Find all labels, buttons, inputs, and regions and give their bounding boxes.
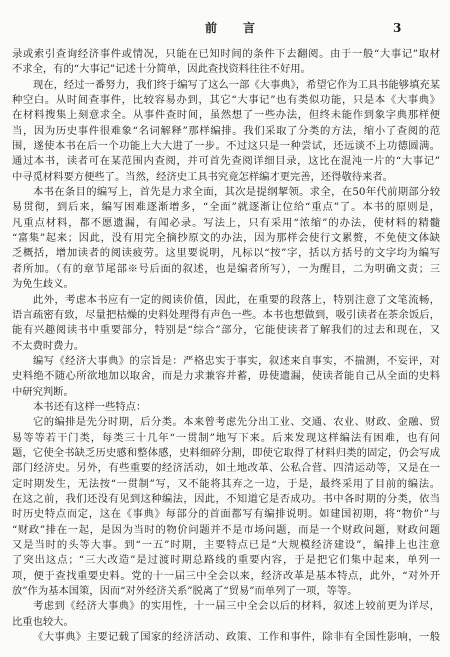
text-line: “财政”排在一起，是因为当时的物价问题并不是市场问题，而是一个财政问题，财政问题	[12, 523, 440, 536]
text-line: 时历史特点而定，这在《事典》每部分的首面都写有编排说明。如建国初期，将“物价”与	[12, 508, 440, 521]
paragraph	[12, 630, 440, 645]
text-line: 录或索引查询经济事件或情况，只能在已知时间的条件下去翻阅。由于一般“大事记”取材	[12, 48, 440, 60]
text-line: 《大事典》主要记载了国家的经济活动、政策、工作和事件，除非有全国性影响，一般	[33, 631, 440, 644]
text-line: 部门经济史。另外，有些重要的经济活动，如土地改革、公私合营、四清运动等，又是在一	[12, 462, 440, 475]
text-line: 当，因为历史事件很难象“名词解释”那样编排。我们采取了分类的方法，缩小了查阅的范	[12, 124, 440, 137]
paragraph	[12, 185, 440, 292]
text-line: 在这之前，我们还没有见到这种编法，因此，不知道它是否成功。书中各时期的分类，依当	[12, 492, 440, 505]
text-line: 定时期发生，无法按“一贯制”写，又不能将其弃之一边，于是，最终采用了目前的编法。	[12, 477, 440, 490]
text-line: 易贯彻，到后来，编写困难逐渐增多，“全面”就逐渐让位给“重点”了。本书的原则是，	[12, 201, 440, 214]
text-line: 在材料搜集上刻意求全。从事件查时间，虽然想了一些办法，但终未能作到象字典那样便	[12, 109, 440, 122]
text-line: 本书还有这样一些特点：	[33, 400, 147, 413]
text-line: 凡重点材料，都不愿遗漏，有闻必录。写法上，只有采用“浓缩”的办法，使材料的精髓	[12, 216, 440, 229]
text-line: 乏概括，增加读者的阅读疲劳。这里要说明，凡标以“按”字，括以方括号的文字均为编写	[12, 247, 440, 260]
text-line: 题，它使全书缺乏历史感和整体感，史料细碎分割，即使它取得了材料归类的固定，仍会写成	[12, 446, 440, 459]
text-line: 者所加。（有的章节尾部※号后面的叙述，也是编者所写），一为醒目，二为明确文责；三	[12, 262, 440, 275]
text-line: 项，便于查找重要史料。党的十一届三中全会以来，经济改革是基本特点，此外，“对外开	[12, 569, 440, 582]
text-line: 又是当时的头等大事。到“一五”时期，主要特点已是“大规模经济建设”，编排上也注意	[12, 539, 440, 551]
text-line: 为免生歧义。	[12, 278, 74, 291]
text-line: 能有兴趣阅读书中重要部分，特别是“综合”部分，它能使读者了解我们的过去和现在，又	[12, 324, 440, 337]
text-line: 编写《经济大事典》的宗旨是：严格忠实于事实，叙述来自事实，不揣测，不妄评，对	[33, 354, 440, 367]
paragraph	[12, 415, 440, 599]
text-line: 围，遂使本书在后一个功能上大大进了一步。不过这只是一种尝试，还远谈不上功德圆满。	[12, 140, 440, 153]
paragraph	[12, 354, 440, 400]
text-line: “富集”起来；因此，没有用完全摘抄原文的办法，因为那样会使行文累赘，不免使文体缺	[12, 232, 440, 245]
paragraph	[12, 400, 440, 415]
paragraph	[12, 47, 440, 78]
text-line: 了突出这点；“三大改造”是过渡时期总路线的重要内容，于是把它们集中起来，单列一	[12, 554, 440, 567]
text-line: 语言疏密有致，尽量把枯燥的史料处理得有声色一些。本书也想做到，吸引读者在茶余饭后，	[12, 308, 440, 321]
text-line: 它的编排是先分时期，后分类。本来曾考虑先分出工业、交通、农业、财政、金融、贸	[33, 416, 440, 429]
text-line: 考虑到《经济大事典》的实用性，十一届三中全会以后的材料，叙述上较前更为详尽，	[33, 600, 440, 613]
body-text	[12, 47, 440, 645]
text-line: 放”作为基本国策，因而“对外经济关系”脱离了“贸易”而单列了一项，等等。	[12, 585, 358, 598]
paragraph	[12, 293, 440, 354]
page-number: 3	[393, 21, 402, 35]
text-line: 不太费时费力。	[12, 339, 85, 352]
paragraph	[12, 599, 440, 630]
text-line: 本书在条目的编写上，首先是力求全面，其次是提纲挈领。求全，在50年代前期部分较	[33, 186, 440, 199]
text-line: 中研究判断。	[12, 385, 74, 398]
text-line: 比重也较大。	[12, 615, 74, 628]
text-line: 易等等若干门类，每类三十几年“一贯制”地写下来。后来发现这样编法有困难，也有问	[12, 431, 440, 444]
text-line: 种空白。从时间查事件，比较容易办到，其它“大事记”也有类似功能，只是本《大事典》	[12, 94, 440, 107]
text-line: 中寻觅材料要方便些了。当然，经济史工具书究竟怎样编才更完善，还得敬待来者。	[12, 170, 393, 183]
text-line: 此外，考虑本书应有一定的阅读价值，因此，在重要的段落上，特别注意了文笔流畅，	[33, 293, 440, 306]
page-title: 前言	[205, 21, 282, 35]
text-line: 通过本书，读者可在某范围内查阅，并可首先查阅详细目录，这比在混沌一片的“大事记”	[12, 155, 440, 168]
text-line: 不求全，有的“大事记”记述十分简单，因此查找资料往往不好用。	[12, 63, 311, 76]
text-line: 现在，经过一番努力，我们终于编写了这么一部《大事典》，希望它作为工具书能够填充某	[33, 78, 440, 91]
paragraph	[12, 78, 440, 185]
page-header	[0, 18, 450, 38]
text-line: 史料绝不随心所欲地加以取舍，而是力求兼容并蓄，毋使遗漏，使读者能自己从全面的史料	[12, 370, 440, 383]
